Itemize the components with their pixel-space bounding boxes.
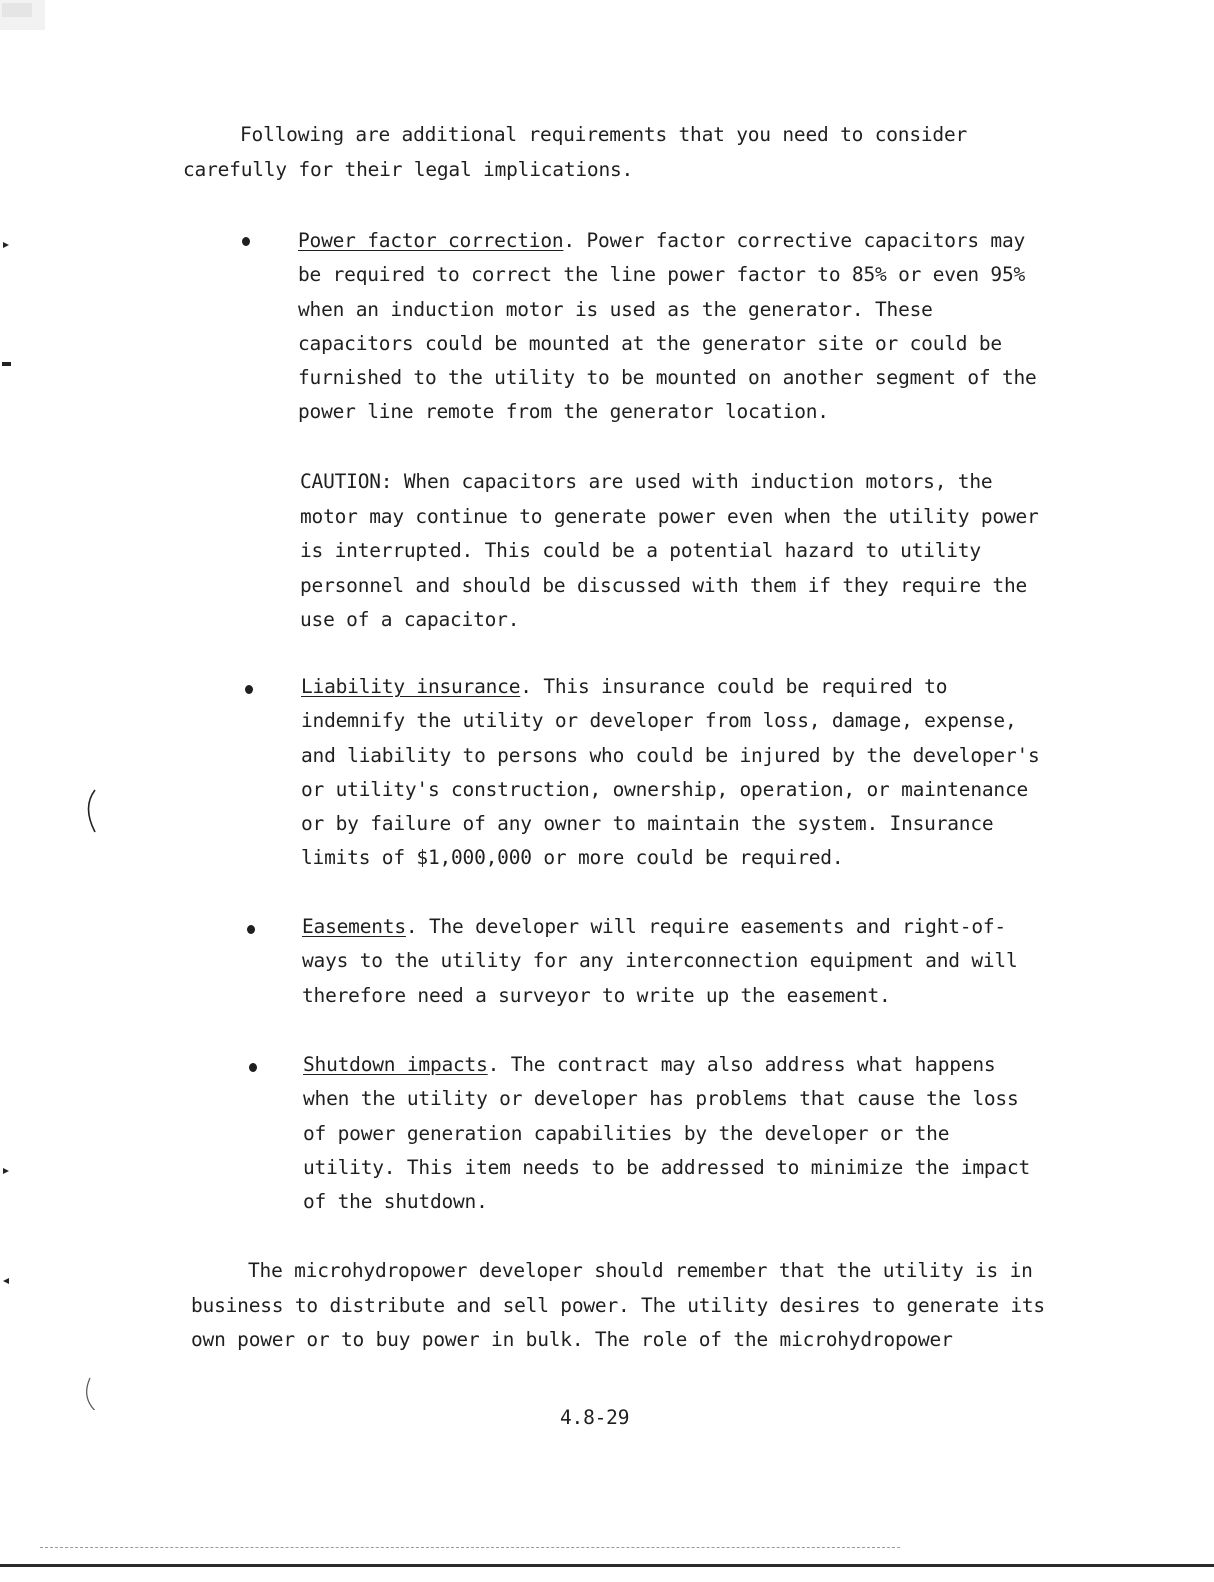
- bullet-icon: [247, 925, 255, 934]
- item-body: . Power factor corrective capacitors may be required to correct the line power factor to 85% or even 95% when an induction motor is used as the generator. These capacitors could be mounted at the generator site or could be furnished to the utility to be mounted on another segment of the power line remote from the generator location.: [298, 229, 1037, 424]
- bullet-icon: [245, 685, 253, 694]
- list-item-power-factor: [298, 224, 1038, 430]
- page-bottom-edge: [0, 1564, 1214, 1567]
- scan-corner-noise: [0, 0, 60, 40]
- item-title: Shutdown impacts: [303, 1053, 488, 1076]
- item-title: Power factor correction: [298, 229, 564, 252]
- scan-dashed-line: [40, 1547, 900, 1548]
- item-body: . The contract may also address what happens when the utility or developer has problems that cause the loss of power generation capabilities by the developer or the utility. This item needs to be addressed to minimize the impact of the shutdown.: [303, 1053, 1031, 1214]
- bullet-icon: [249, 1063, 257, 1072]
- caution-paragraph: CAUTION: When capacitors are used with induction motors, the motor may continue to generate power even when the utility power is interrupted. This could be a potential hazard to utility personnel and should be discussed with them if they require the use of a capacitor.: [300, 470, 1039, 631]
- closing-paragraph: The microhydropower developer should remember that the utility is in business to distribute and sell power. The utility desires to generate its own power or to buy power in bulk. The role of the microhydropower: [191, 1259, 1057, 1351]
- item-body: . The developer will require easements and right-of-ways to the utility for any interconnection equipment and will therefore need a surveyor to write up the easement.: [302, 915, 1018, 1007]
- page-number: 4.8-29: [560, 1406, 630, 1429]
- item-title: Easements: [302, 915, 406, 938]
- list-item-liability-insurance: [301, 670, 1041, 876]
- item-title: Liability insurance: [301, 675, 521, 698]
- left-margin-marks: [0, 230, 130, 1410]
- intro-paragraph: Following are additional requirements that you need to consider carefully for their legal implications.: [183, 123, 979, 181]
- bullet-icon: [242, 237, 250, 246]
- item-body: . This insurance could be required to indemnify the utility or developer from loss, damage, expense, and liability to persons who could be injured by the developer's or utility's construction, ownership, operation, or maintenance or by failure of any owner to maintain the system. Insurance limits of $1,000,000 or more could be required.: [301, 675, 1040, 870]
- list-item-shutdown-impacts: [303, 1048, 1053, 1219]
- list-item-easements: [302, 910, 1042, 1013]
